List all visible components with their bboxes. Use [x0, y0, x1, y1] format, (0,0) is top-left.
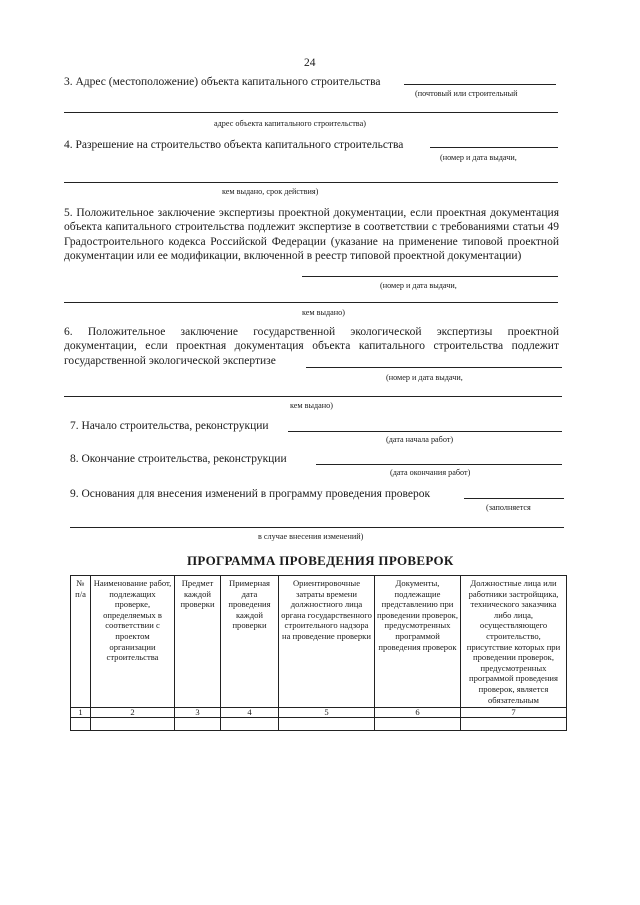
item3-hint-right: (почтовый или строительный [415, 89, 518, 98]
item5-hint-line: кем выдано) [302, 308, 346, 317]
column-number: 4 [221, 708, 279, 718]
header-cell-number: № п/а [71, 576, 91, 708]
item9-label: 9. Основания для внесения изменений в программу проведения проверок [70, 488, 431, 500]
item9-hint-right: (заполняется [486, 503, 531, 512]
item8-label: 8. Окончание строительства, реконструкции [70, 453, 287, 465]
item4-hint-line: кем выдано, срок действия) [222, 187, 319, 196]
column-number: 5 [279, 708, 375, 718]
table-row[interactable] [71, 718, 567, 731]
table-header-row [71, 576, 567, 708]
item4-label: 4. Разрешение на строительство объекта капитального строительства [64, 139, 404, 151]
column-number: 1 [71, 708, 91, 718]
column-number: 2 [91, 708, 175, 718]
item9-hint-line: в случае внесения изменений) [258, 532, 364, 541]
table-cell[interactable] [71, 718, 91, 731]
item5-label: 5. Положительное заключение экспертизы проектной документации, если проектная документация объекта капитального строительства подлежит экспертизе в соответствии с требованиями статьи 49 Градостроительного кодекса Российской Федерации (указание на применение типовой проектной документации или ее модификации, включенной в реестр типовой проектной документации) [64, 207, 559, 262]
column-number: 7 [461, 708, 567, 718]
item6-field-line-1[interactable] [306, 367, 562, 368]
table-cell[interactable] [279, 718, 375, 731]
header-cell-officials: Должностные лица или работники застройщика, технического заказчика либо лица, осуществляющего строительство, присутствие которых при проведении проверок, предусмотренных программой проведения проверок, является обязательным [461, 576, 567, 708]
header-cell-documents: Документы, подлежащие представлению при проведении проверок, предусмотренных программой проведения проверок [375, 576, 461, 708]
item8-hint-right: (дата окончания работ) [390, 468, 471, 477]
header-cell-date: Примерная дата проведения каждой проверки [221, 576, 279, 708]
item6-hint-line: кем выдано) [290, 401, 334, 410]
table-cell[interactable] [461, 718, 567, 731]
item6-hint-right: (номер и дата выдачи, [386, 373, 463, 382]
item3-field-line-2[interactable] [64, 112, 558, 113]
item4-field-line-1[interactable] [430, 147, 558, 148]
item8-field-line[interactable] [316, 464, 562, 465]
item3-label: 3. Адрес (местоположение) объекта капитального строительства [64, 76, 381, 88]
column-number-row [71, 708, 567, 718]
table-cell[interactable] [175, 718, 221, 731]
item7-hint-right: (дата начала работ) [386, 435, 454, 444]
item7-field-line[interactable] [288, 431, 562, 432]
item5-field-line-2[interactable] [64, 302, 558, 303]
column-number: 3 [175, 708, 221, 718]
item9-field-line-2[interactable] [70, 527, 564, 528]
header-cell-subject: Предмет каждой проверки [175, 576, 221, 708]
item5-hint-right: (номер и дата выдачи, [380, 281, 457, 290]
item3-field-line-1[interactable] [404, 84, 556, 85]
item3-hint-line: адрес объекта капитального строительства) [214, 119, 366, 128]
item7-label: 7. Начало строительства, реконструкции [70, 420, 269, 432]
program-title: ПРОГРАММА ПРОВЕДЕНИЯ ПРОВЕРОК [187, 553, 454, 568]
item4-hint-right: (номер и дата выдачи, [440, 153, 517, 162]
table-cell[interactable] [375, 718, 461, 731]
item5-field-line-1[interactable] [302, 276, 558, 277]
table-cell[interactable] [221, 718, 279, 731]
column-number: 6 [375, 708, 461, 718]
page-number: 24 [304, 57, 316, 69]
item6-field-line-2[interactable] [64, 396, 562, 397]
header-cell-works: Наименование работ, подлежащих проверке, определяемых в соответствии с проектом организации строительства [91, 576, 175, 708]
program-table [70, 575, 567, 731]
item4-field-line-2[interactable] [64, 182, 558, 183]
item6-label: 6. Положительное заключение государственной экологической экспертизы проектной документации, если проектная документация объекта капитального строительства подлежит государственной экологической экспертизе [64, 326, 559, 367]
table-cell[interactable] [91, 718, 175, 731]
header-cell-time-costs: Ориентировочные затраты времени должностного лица органа государственного строительного надзора на проведение проверки [279, 576, 375, 708]
item9-field-line-1[interactable] [464, 498, 564, 499]
